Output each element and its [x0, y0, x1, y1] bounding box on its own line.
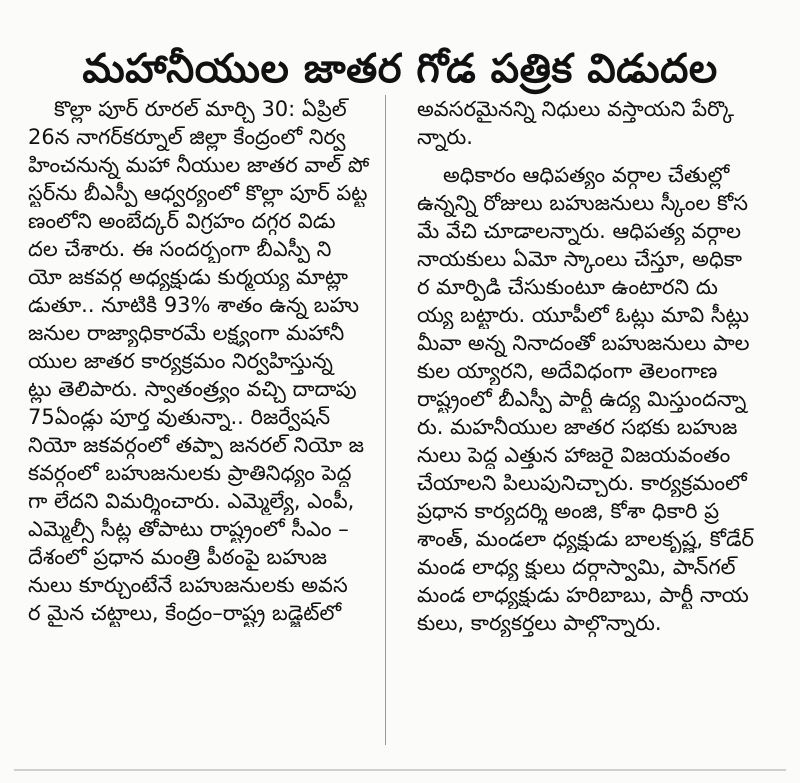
article-line: శాంత్, మండలా ధ్యక్షుడు బాలకృష్ణ, కోడేర్	[417, 527, 754, 551]
article-line: నులు కూర్చుంటేనే బహుజనులకు అవస	[28, 573, 348, 597]
article-line: గా లేదని విమర్శించారు. ఎమ్మెల్యే, ఎంపీ,	[28, 489, 355, 513]
article-line: రు. మహనీయుల జాతర సభకు బహుజ	[417, 415, 738, 439]
article-line: నులు పెద్ద ఎత్తున హాజరై విజయవంతం	[417, 443, 731, 467]
article-line: నాయకులు ఏమో స్కాంలు చేస్తూ, అధికా	[417, 247, 742, 271]
bottom-rule	[14, 769, 786, 771]
article-line: కవర్గంలో బహుజనులకు ప్రాతినిధ్యం పెద్ద	[28, 461, 352, 485]
article-line: మండ లాధ్యక్షుడు హరిబాబు, పార్టీ నాయ	[417, 583, 749, 607]
article-line: నియో జకవర్గంలో తప్పా జనరల్ నియో జ	[28, 433, 365, 457]
article-line: మీవా అన్న నినాదంతో బహుజనులు పాల	[417, 331, 750, 355]
article-line: ణంలోని అంబేద్కర్ విగ్రహం దగ్గర విడు	[28, 209, 336, 233]
article-line: కుల య్యారని, అదేవిధంగా తెలంగాణ	[417, 359, 718, 383]
article-line: ఎమ్మెల్సీ సీట్ల తోపాటు రాష్ట్రంలో సీఎం –	[28, 517, 349, 541]
article-line: ట్లు తెలిపారు. స్వాతంత్ర్యం వచ్చి దాదాపు	[28, 377, 357, 401]
article-line: అవసరమైనన్ని నిధులు వస్తాయని పేర్కొ	[417, 97, 735, 121]
article-line: మండ లాధ్య క్షులు దర్గాస్వామి, పాన్‌గల్	[417, 555, 736, 579]
article-line: మే వేచి చూడాలన్నారు. ఆధిపత్య వర్గాల	[417, 219, 741, 243]
article-line: జనుల రాజ్యాధికారమే లక్ష్యంగా మహానీ	[28, 321, 345, 345]
article-line: 26న నాగర్‌కర్నూల్ జిల్లా కేంద్రంలో నిర్వ	[28, 125, 346, 149]
article-line: డుతూ.. నూటికి 93% శాతం ఉన్న బహు	[28, 293, 359, 317]
article-line: యుల జాతర కార్యక్రమం నిర్వహిస్తున్న	[28, 349, 333, 373]
right-column	[417, 95, 797, 755]
headline: మహానీయుల జాతర గోడ పత్రిక విడుదల	[82, 45, 718, 92]
article-line: ఉన్నన్ని రోజులు బహుజనులు స్కీంల కోస	[417, 191, 748, 215]
article-line: 75ఏండ్లు పూర్త వుతున్నా.. రిజర్వేషన్	[28, 405, 331, 429]
article-line: ర మైన చట్టాలు, కేంద్రం–రాష్ట్ర బడ్జెట్‌లో	[28, 601, 342, 625]
article-line: కులు, కార్యకర్తలు పాల్గొన్నారు.	[417, 611, 662, 635]
article-line: రాష్ట్రంలో బీఎస్పీ పార్టీ ఉద్య మిస్తుందన్నా	[417, 387, 747, 411]
article-line: య్య బట్టారు. యూపీలో ఓట్లు మావి సీట్లు	[417, 303, 750, 327]
article-line: అధికారం ఆధిపత్యం వర్గాల చేతుల్లో	[443, 163, 730, 187]
left-column	[28, 95, 400, 755]
article-line: ప్రధాన కార్యదర్శి అంజి, కోశా ధికారి ప్ర	[417, 499, 720, 523]
article-line: స్టర్‌ను బీఎస్పీ ఆధ్వర్యంలో కొల్లా పూర్ పట్ట	[28, 181, 368, 205]
article-line: దేశంలో ప్రధాన మంత్రి పీఠంపై బహుజ	[28, 545, 328, 569]
article-line: హించనున్న మహా నీయుల జాతర వాల్ పో	[28, 153, 370, 177]
article-line: దల చేశారు. ఈ సందర్భంగా బీఎస్పీ ని	[28, 237, 332, 261]
article-line: న్నారు.	[417, 125, 473, 149]
article-line: ర మార్పిడి చేసుకుంటూ ఉంటారని దు	[417, 275, 718, 299]
article-line: కొల్లా పూర్ రూరల్ మార్చి 30: ఏప్రిల్	[54, 97, 347, 121]
article-body	[28, 95, 786, 765]
article-line: యో జకవర్గ అధ్యక్షుడు కుర్మయ్య మాట్లా	[28, 265, 348, 289]
article-line: చేయాలని పిలుపునిచ్చారు. కార్యక్రమంలో	[417, 471, 747, 495]
